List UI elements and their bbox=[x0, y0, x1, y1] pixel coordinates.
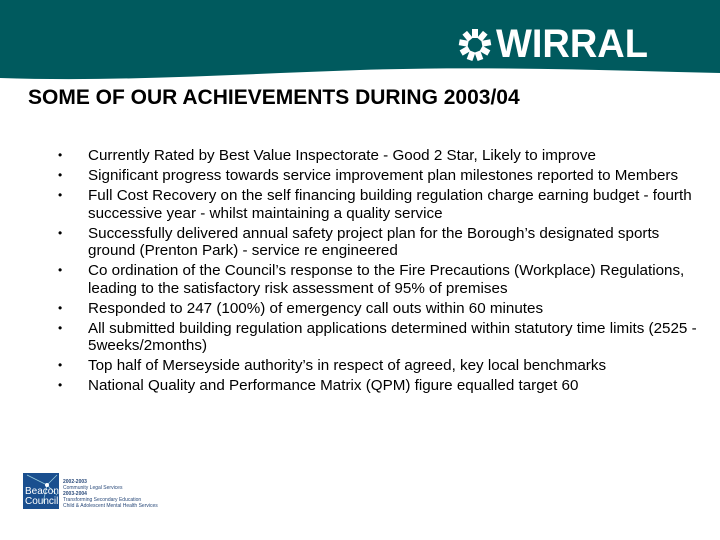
list-item-text: Currently Rated by Best Value Inspectorate - Good 2 Star, Likely to improve bbox=[88, 147, 596, 164]
beacon-year: 2003-2004 bbox=[63, 491, 87, 497]
list-item-text: All submitted building regulation applications determined within statutory time limits (2525 - 5weeks/2months) bbox=[88, 319, 697, 355]
list-item-text: Co ordination of the Council’s response to the Fire Precautions (Workplace) Regulations, leading to the satisfactory risk assessment of 95% of premises bbox=[88, 262, 685, 297]
wirral-logo-text: WIRRAL bbox=[496, 22, 648, 66]
bullet: • bbox=[58, 225, 63, 240]
list-item bbox=[58, 187, 708, 222]
wirral-logo bbox=[458, 22, 656, 67]
wirral-emblem-icon bbox=[458, 28, 492, 62]
header-banner bbox=[0, 0, 720, 90]
bullet: • bbox=[58, 300, 63, 315]
beacon-award: Community Legal Services bbox=[63, 485, 123, 491]
beacon-council-badge bbox=[23, 473, 158, 509]
list-item bbox=[58, 262, 708, 297]
beacon-council-logo bbox=[23, 473, 59, 509]
page-title: SOME OF OUR ACHIEVEMENTS DURING 2003/04 bbox=[28, 86, 520, 109]
bullet: • bbox=[58, 148, 63, 162]
beacon-logo-line2: Council bbox=[25, 496, 59, 507]
beacon-award: Child & Adolescent Mental Health Services bbox=[63, 503, 158, 509]
list-item bbox=[58, 300, 708, 318]
achievements-list bbox=[58, 147, 708, 397]
bullet: • bbox=[58, 167, 63, 182]
list-item-text: National Quality and Performance Matrix (QPM) figure equalled target 60 bbox=[88, 377, 579, 395]
list-item-text: Successfully delivered annual safety project plan for the Borough’s designated sports ground (Prenton Park) - service re engineered bbox=[88, 224, 660, 260]
list-item-text: Top half of Merseyside authority’s in respect of agreed, key local benchmarks bbox=[88, 357, 607, 375]
beacon-award-text bbox=[63, 479, 158, 509]
bullet: • bbox=[58, 187, 63, 202]
list-item bbox=[58, 357, 708, 375]
bullet: • bbox=[58, 378, 63, 393]
list-item-text: Responded to 247 (100%) of emergency call outs within 60 minutes bbox=[88, 299, 544, 317]
beacon-year: 2002-2003 bbox=[63, 479, 87, 485]
list-item bbox=[58, 320, 708, 355]
list-item-text: Full Cost Recovery on the self financing building regulation charge earning budget - fourth successive year - whilst maintaining a quality service bbox=[88, 186, 692, 222]
bullet: • bbox=[58, 263, 63, 278]
list-item bbox=[58, 377, 708, 395]
bullet: • bbox=[58, 358, 63, 373]
list-item-text: Significant progress towards service improvement plan milestones reported to Members bbox=[88, 166, 679, 184]
list-item bbox=[58, 167, 708, 185]
beacon-award: Transforming Secondary Education bbox=[63, 497, 142, 503]
list-item bbox=[58, 225, 708, 260]
beacon-logo-line1: Beacon bbox=[25, 486, 59, 497]
list-item bbox=[58, 147, 708, 165]
bullet: • bbox=[58, 320, 63, 335]
